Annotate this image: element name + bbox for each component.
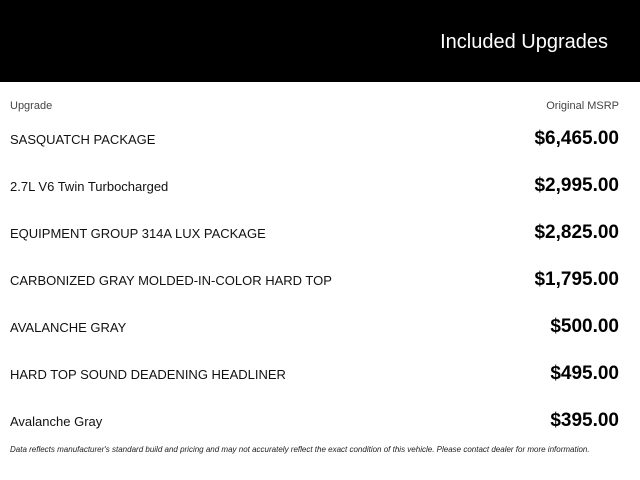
upgrade-price: $500.00 bbox=[550, 316, 619, 337]
upgrade-column-header: Upgrade bbox=[10, 100, 53, 112]
upgrade-price: $395.00 bbox=[550, 410, 619, 431]
list-item bbox=[10, 257, 619, 304]
column-headers bbox=[10, 99, 619, 113]
disclaimer-text: Data reflects manufacturer's standard build and pricing and may not accurately reflect the exact condition of this vehicle. Please contact dealer for more information. bbox=[10, 445, 590, 454]
upgrade-price: $2,995.00 bbox=[534, 175, 619, 196]
upgrades-list bbox=[10, 116, 619, 445]
upgrade-name: SASQUATCH PACKAGE bbox=[10, 132, 156, 147]
upgrade-price: $6,465.00 bbox=[534, 128, 619, 149]
list-item bbox=[10, 304, 619, 351]
page-title: Included Upgrades bbox=[440, 31, 608, 53]
upgrade-name: 2.7L V6 Twin Turbocharged bbox=[10, 179, 169, 194]
msrp-column-header: Original MSRP bbox=[546, 100, 619, 112]
upgrade-name: CARBONIZED GRAY MOLDED-IN-COLOR HARD TOP bbox=[10, 273, 332, 288]
upgrade-price: $1,795.00 bbox=[534, 269, 619, 290]
upgrade-name: Avalanche Gray bbox=[10, 414, 103, 429]
header-bar bbox=[0, 0, 640, 82]
list-item bbox=[10, 163, 619, 210]
upgrade-name: AVALANCHE GRAY bbox=[10, 320, 127, 335]
upgrade-price: $2,825.00 bbox=[534, 222, 619, 243]
upgrade-name: HARD TOP SOUND DEADENING HEADLINER bbox=[10, 367, 286, 382]
upgrade-name: EQUIPMENT GROUP 314A LUX PACKAGE bbox=[10, 226, 266, 241]
list-item bbox=[10, 398, 619, 445]
upgrade-price: $495.00 bbox=[550, 363, 619, 384]
list-item bbox=[10, 116, 619, 163]
list-item bbox=[10, 210, 619, 257]
list-item bbox=[10, 351, 619, 398]
